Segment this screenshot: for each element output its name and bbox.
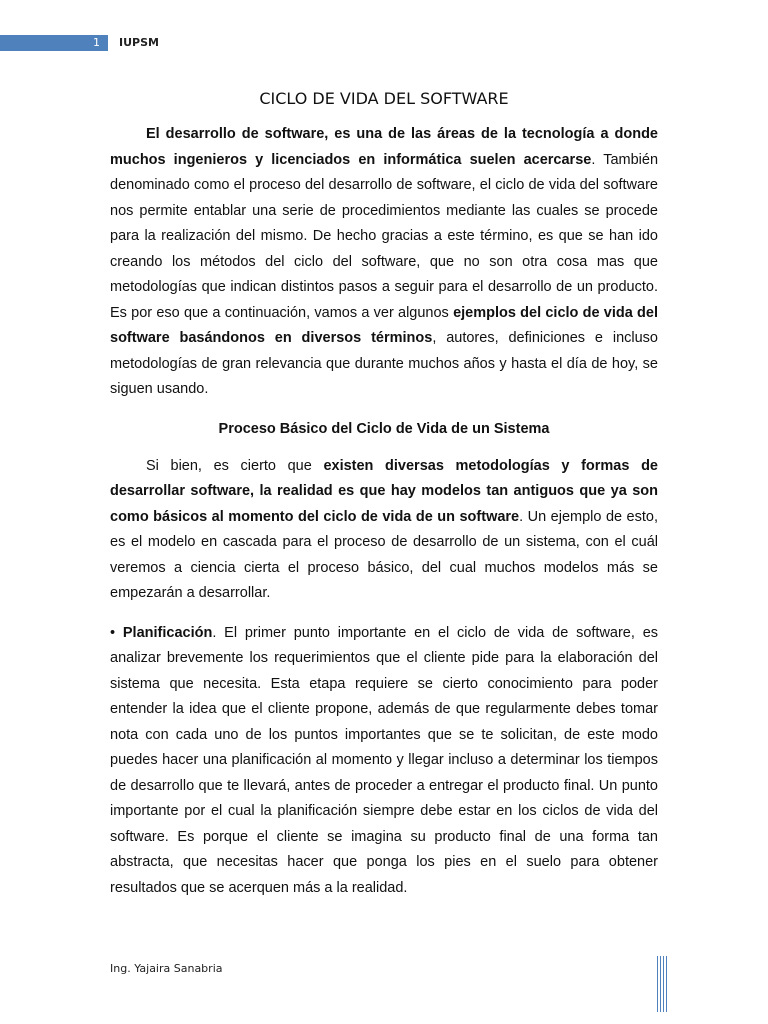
planning-label: Planificación (122, 624, 213, 641)
section-paragraph-1 (110, 454, 658, 607)
section-heading: Proceso Básico del Ciclo de Vida de un Sistema (218, 420, 550, 437)
footer-decoration (657, 956, 669, 1012)
section-p1-text-2: . Un ejemplo de esto, es el modelo en cascada para el proceso de desarrollo de un sistema, con el cuál veremos a ciencia cierta el proceso básico, del cual muchos modelos más se empezarán a desarrollar. (110, 508, 658, 601)
document-body (110, 84, 658, 901)
bullet-icon: • (110, 624, 116, 641)
section-p1-bold: existen diversas metodologías y formas de desarrollar software, la realidad es que hay modelos tan antiguos que ya son como básicos al momento del ciclo de vida de un software (110, 457, 658, 525)
intro-bold-lead: El desarrollo de software, es una de las áreas de la tecnología a donde muchos ingenieros y licenciados en informática suelen acercarse (110, 126, 658, 168)
intro-text-2: , autores, definiciones e incluso metodologías de gran relevancia que durante muchos años y hasta el día de hoy, se siguen usando. (110, 330, 658, 397)
planning-text: . El primer punto importante en el ciclo de vida de software, es analizar brevemente los requerimientos que el cliente pide para la elaboración del sistema que necesita. Esta etapa requiere se cierto conocimiento para poder entender la idea que el cliente propone, además de que regularmente debes tomar nota con cada uno de los puntos importantes que se te solicitan, de este modo puedes hacer una planificación al momento y llegar incluso a determinar los tiempos de desarrollo que te llevará, antes de proceder a entregar el producto final. Un punto importante por el cual la planificación siempre debe estar en los ciclos de vida del software. Es porque el cliente se imagina su producto final de una forma tan abstracta, que necesitas hacer que ponga los pies en el suelo para obtener resultados que se acerquen más a la realidad. (110, 624, 659, 896)
intro-text-1: . También denominado como el proceso del desarrollo de software, el ciclo de vida del software nos permite entablar una serie de procedimientos mediante las cuales se procede para la realización del mismo. De hecho gracias a este término, es que se han ido creando los métodos del ciclo del software, que no son otra cosa mas que metodologías que indican distintos pasos a seguir para el desarrollo de un producto. Es por eso que a continuación, vamos a ver algunos (110, 151, 659, 321)
planning-paragraph (110, 621, 658, 902)
page-number: 1 (93, 36, 100, 49)
page-title: CICLO DE VIDA DEL SOFTWARE (259, 89, 509, 108)
header-accent-bar (0, 35, 108, 51)
intro-paragraph (110, 122, 658, 403)
footer-author: Ing. Yajaira Sanabria (110, 962, 223, 975)
section-p1-text-1: Si bien, es cierto que (146, 457, 324, 474)
intro-bold-2: ejemplos del ciclo de vida del software basándonos en diversos términos (110, 304, 658, 346)
header-org: IUPSM (119, 36, 159, 49)
